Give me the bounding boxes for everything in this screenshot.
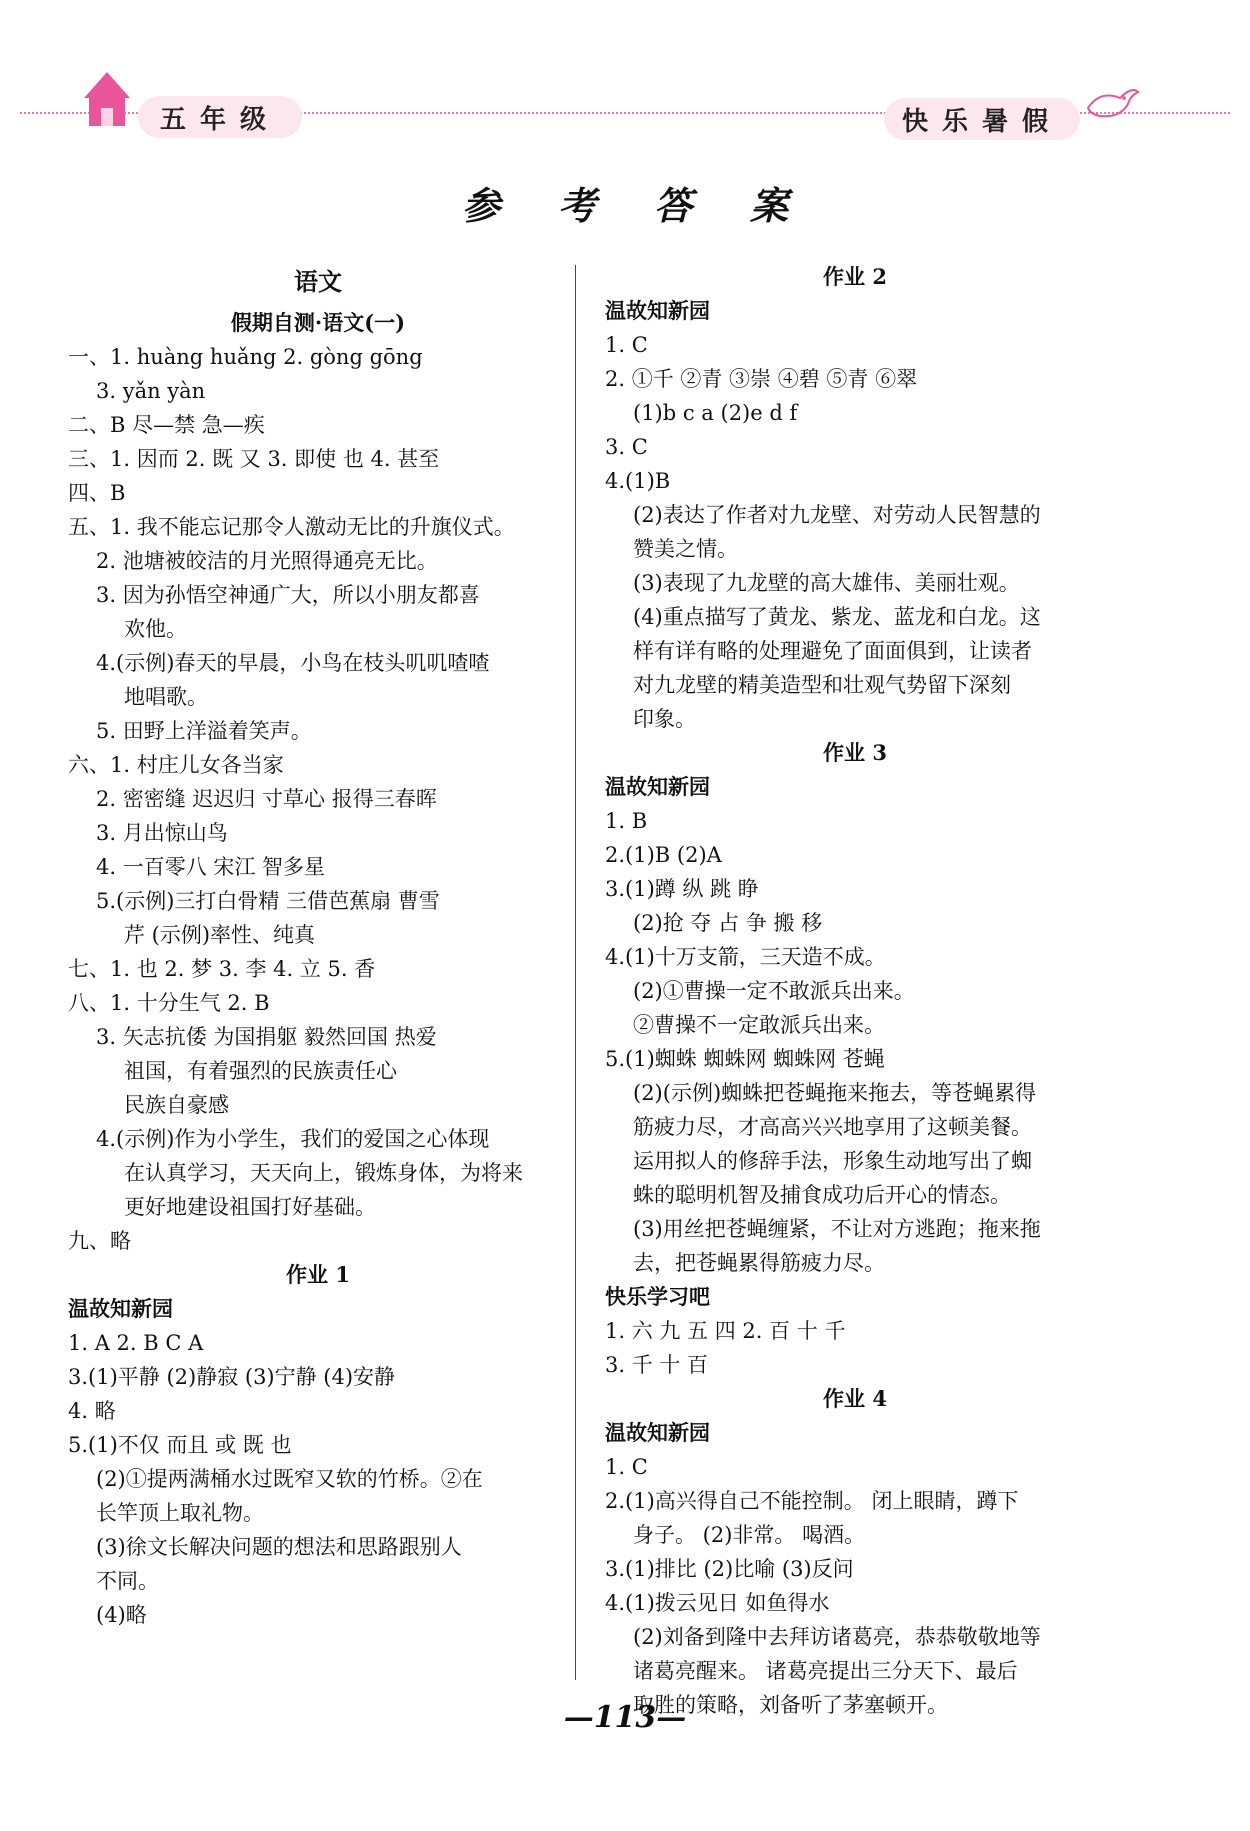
answer-line: (3)徐文长解决问题的想法和思路跟别人 (96, 1535, 462, 1559)
brand-label: 快乐暑假 (901, 106, 1062, 137)
answer-line: 取胜的策略，刘备听了茅塞顿开。 (633, 1693, 948, 1717)
page-header (20, 60, 1230, 150)
answer-line: 4. 一百零八 宋江 智多星 (96, 855, 326, 879)
page-title: 参考答案 (461, 183, 846, 228)
answer-line: ②曹操不一定敢派兵出来。 (633, 1013, 885, 1037)
answer-line: 4.(1)十万支箭，三天造不成。 (605, 945, 886, 969)
answer-line: 四、B (68, 481, 126, 505)
answer-line: 作业 4 (823, 1386, 887, 1411)
answer-line: (1)b c a (2)e d f (633, 401, 798, 425)
answer-line: 5. 田野上洋溢着笑声。 (96, 719, 312, 743)
answer-line: 3. 月出惊山鸟 (96, 821, 228, 845)
answer-line: 赞美之情。 (633, 537, 738, 561)
answer-line: 芹 (示例)率性、纯真 (124, 923, 316, 947)
answer-line: (2)表达了作者对九龙壁、对劳动人民智慧的 (633, 503, 1041, 527)
answer-line: 温故知新园 (605, 775, 710, 799)
answer-line: 1. A 2. B C A (68, 1331, 204, 1355)
answer-line: 八、1. 十分生气 2. B (68, 991, 270, 1015)
answer-line: 5.(1)蜘蛛 蜘蛛网 蜘蛛网 苍蝇 (605, 1047, 885, 1071)
answer-line: 一、1. huàng huǎng 2. gòng gōng (68, 345, 423, 369)
answer-line: (4)略 (96, 1603, 147, 1627)
answer-line: 4.(示例)春天的早晨，小鸟在枝头叽叽喳喳 (96, 651, 490, 675)
answer-line: 2. ①千 ②青 ③崇 ④碧 ⑤青 ⑥翠 (605, 367, 918, 391)
answer-line: 5.(示例)三打白骨精 三借芭蕉扇 曹雪 (96, 889, 440, 913)
right-column (605, 260, 1105, 1722)
answer-line: 不同。 (96, 1569, 159, 1593)
answer-line: 2. 密密缝 迟迟归 寸草心 报得三春晖 (96, 787, 437, 811)
answer-line: 3. 矢志抗倭 为国捐躯 毅然回国 热爱 (96, 1025, 437, 1049)
answer-line: 对九龙壁的精美造型和壮观气势留下深刻 (633, 673, 1011, 697)
answer-line: 诸葛亮醒来。 诸葛亮提出三分天下、最后 (633, 1659, 1018, 1683)
answer-line: 蛛的聪明机智及捕食成功后开心的情态。 (633, 1183, 1011, 1207)
answer-line: 在认真学习，天天向上，锻炼身体，为将来 (124, 1161, 523, 1185)
answer-line: 去，把苍蝇累得筋疲力尽。 (633, 1251, 885, 1275)
answer-line: 4.(示例)作为小学生，我们的爱国之心体现 (96, 1127, 490, 1151)
answer-line: (2)刘备到隆中去拜访诸葛亮，恭恭敬敬地等 (633, 1625, 1041, 1649)
answer-line: 3. 千 十 百 (605, 1353, 709, 1377)
answer-line: 4.(1)拨云见日 如鱼得水 (605, 1591, 830, 1615)
answer-line: 3. yǎn yàn (96, 379, 206, 403)
answer-line: 作业 1 (286, 1262, 350, 1287)
answer-line: 4. 略 (68, 1399, 116, 1423)
answer-line: 温故知新园 (605, 1421, 710, 1445)
answer-line: 1. C (605, 333, 648, 357)
bird-icon (1080, 78, 1140, 128)
answer-line: 1. 六 九 五 四 2. 百 十 千 (605, 1319, 846, 1343)
answer-line: 快乐学习吧 (605, 1285, 710, 1309)
answer-line: 二、B 尽—禁 急—疾 (68, 413, 265, 437)
answer-line: 2.(1)高兴得自己不能控制。 闭上眼睛，蹲下 (605, 1489, 1019, 1513)
answer-line: 民族自豪感 (124, 1093, 229, 1117)
answer-line: 3.(1)蹲 纵 跳 睁 (605, 877, 759, 901)
answer-line: 印象。 (633, 707, 696, 731)
answer-line: 温故知新园 (68, 1297, 173, 1321)
answer-line: 身子。 (2)非常。 喝酒。 (633, 1523, 866, 1547)
answer-line: (3)用丝把苍蝇缠紧，不让对方逃跑；拖来拖 (633, 1217, 1041, 1241)
answer-line: 作业 2 (823, 264, 887, 289)
house-icon (82, 70, 132, 130)
grade-badge (138, 96, 302, 138)
answer-line: 1. B (605, 809, 648, 833)
grade-label: 五年级 (160, 104, 281, 135)
page-number: —113— (563, 1700, 687, 1735)
column-divider (575, 265, 576, 1680)
answer-line: 长竿顶上取礼物。 (96, 1501, 264, 1525)
answer-line: 4.(1)B (605, 469, 671, 493)
answer-line: 语文 (294, 267, 342, 296)
answer-line: 七、1. 也 2. 梦 3. 李 4. 立 5. 香 (68, 957, 376, 981)
answer-line: 筋疲力尽，才高高兴兴地享用了这顿美餐。 (633, 1115, 1032, 1139)
answer-line: 2. 池塘被皎洁的月光照得通亮无比。 (96, 549, 438, 573)
answer-line: 祖国，有着强烈的民族责任心 (124, 1059, 397, 1083)
answer-line: 1. C (605, 1455, 648, 1479)
answer-line: 运用拟人的修辞手法，形象生动地写出了蜘 (633, 1149, 1032, 1173)
answer-line: 假期自测·语文(一) (230, 310, 406, 335)
answer-line: 作业 3 (823, 740, 887, 765)
answer-line: 九、略 (68, 1229, 131, 1253)
answer-line: 更好地建设祖国打好基础。 (124, 1195, 376, 1219)
answer-line: 3. C (605, 435, 648, 459)
answer-line: 样有详有略的处理避免了面面俱到，让读者 (633, 639, 1032, 663)
answer-line: 六、1. 村庄儿女各当家 (68, 753, 284, 777)
answer-line: 三、1. 因而 2. 既 又 3. 即使 也 4. 甚至 (68, 447, 440, 471)
answer-line: 5.(1)不仅 而且 或 既 也 (68, 1433, 292, 1457)
answer-line: (4)重点描写了黄龙、紫龙、蓝龙和白龙。这 (633, 605, 1041, 629)
answer-line: 地唱歌。 (124, 685, 208, 709)
answer-line: 五、1. 我不能忘记那令人激动无比的升旗仪式。 (68, 515, 515, 539)
brand-badge (884, 98, 1080, 140)
answer-line: 3.(1)平静 (2)静寂 (3)宁静 (4)安静 (68, 1365, 396, 1389)
answer-line: 欢他。 (124, 617, 187, 641)
answer-line: (3)表现了九龙壁的高大雄伟、美丽壮观。 (633, 571, 1020, 595)
left-column (68, 260, 568, 1632)
answer-line: 3. 因为孙悟空神通广大，所以小朋友都喜 (96, 583, 480, 607)
answer-line: (2)①曹操一定不敢派兵出来。 (633, 979, 915, 1003)
answer-line: (2)抢 夺 占 争 搬 移 (633, 911, 823, 935)
answer-line: 3.(1)排比 (2)比喻 (3)反问 (605, 1557, 854, 1581)
answer-line: 2.(1)B (2)A (605, 843, 722, 867)
answer-line: 温故知新园 (605, 299, 710, 323)
answer-line: (2)①提两满桶水过既窄又软的竹桥。②在 (96, 1467, 483, 1491)
answer-line: (2)(示例)蜘蛛把苍蝇拖来拖去，等苍蝇累得 (633, 1081, 1037, 1105)
